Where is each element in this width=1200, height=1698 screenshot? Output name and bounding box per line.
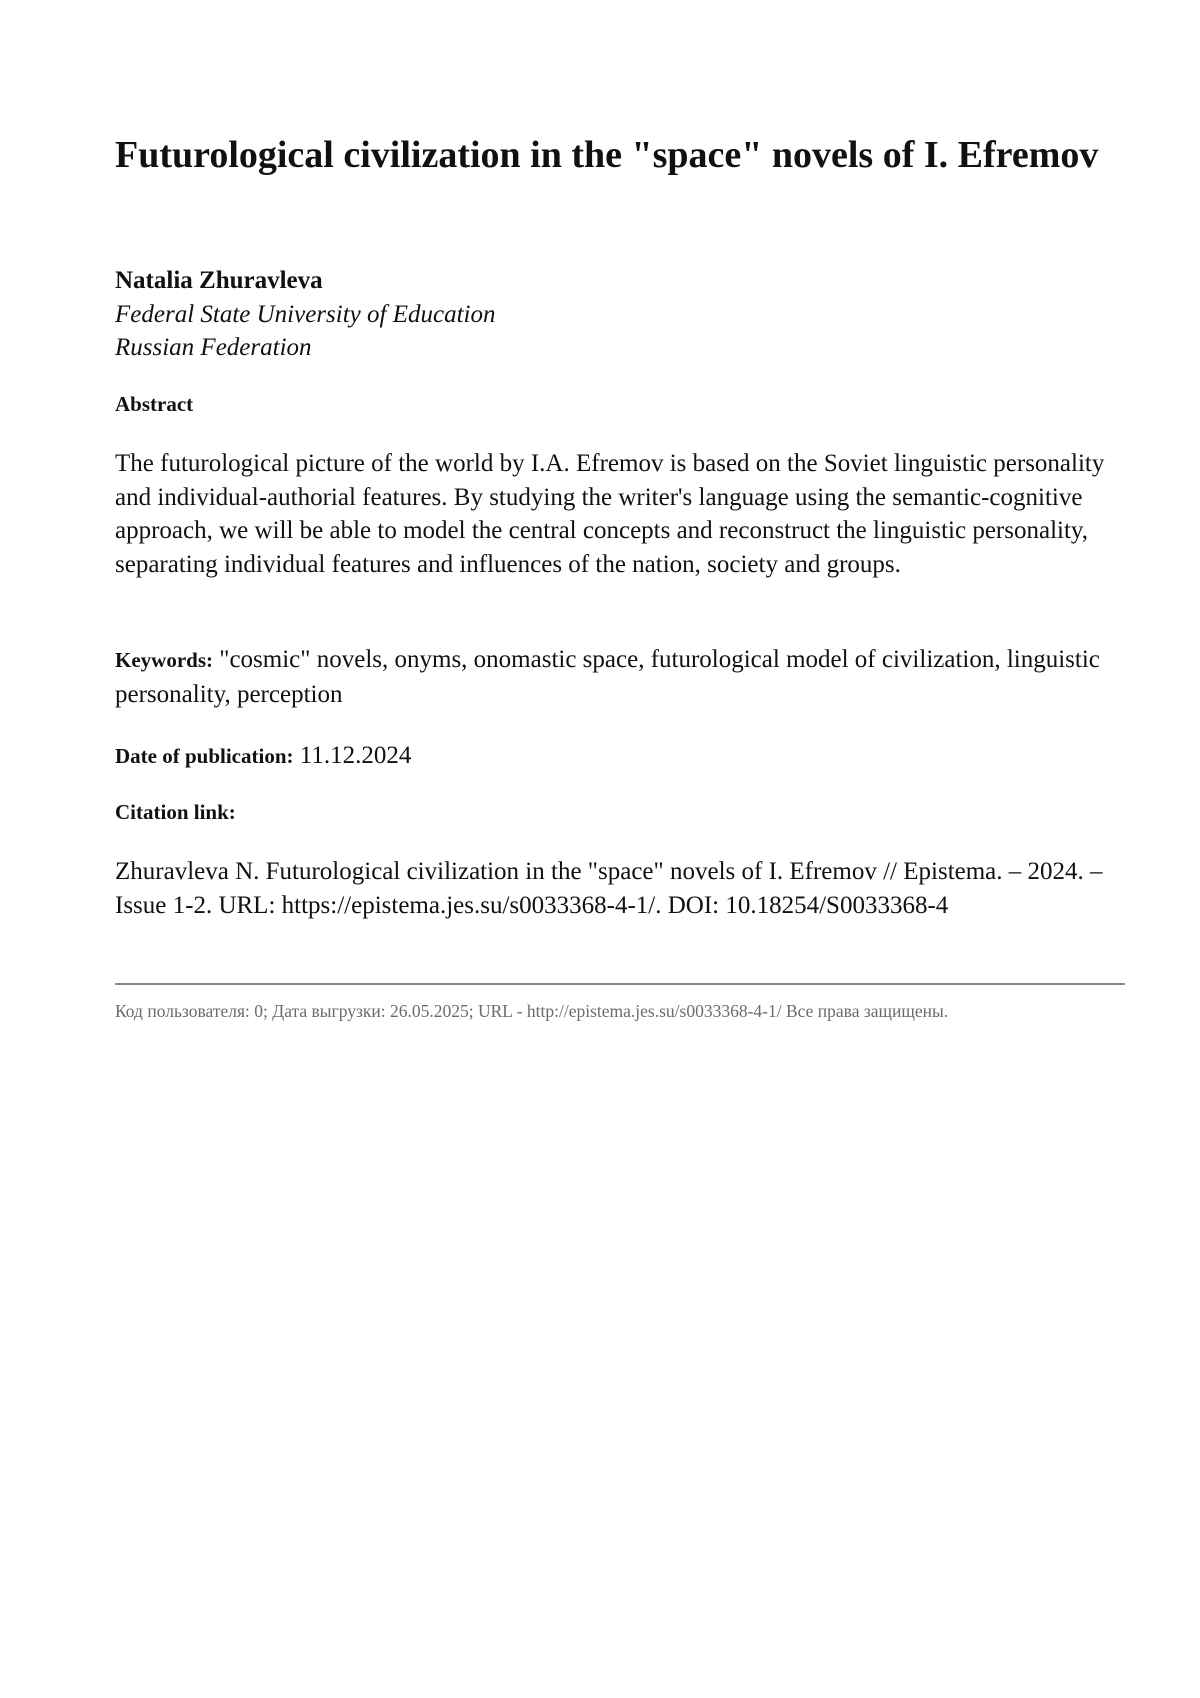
keywords-label: Keywords: — [115, 648, 213, 672]
citation-text: Zhuravleva N. Futurological civilization in the "space" novels of I. Efremov // Epistema. – 2024. – Issue 1-2. URL: https://epistema.jes.su/s0033368-4-1/. DOI: 10.18254/S0033368-4 — [115, 855, 1125, 922]
abstract-heading: Abstract — [115, 391, 193, 417]
publication-date-value: 11.12.2024 — [300, 742, 412, 769]
article-title: Futurological civilization in the "space" novels of I. Efremov — [115, 132, 1125, 178]
keywords-text: "cosmic" novels, onyms, onomastic space, futurological model of civilization, linguistic personality, perception — [115, 646, 1100, 708]
author-affiliation: Federal State University of Education — [115, 300, 495, 330]
publication-date-section — [115, 739, 411, 774]
keywords-section — [115, 643, 1125, 711]
author-name: Natalia Zhuravleva — [115, 266, 323, 296]
abstract-text: The futurological picture of the world by I.A. Efremov is based on the Soviet linguistic personality and individual-authorial features. By studying the writer's language using the semantic-cognitive approach, we will be able to model the central concepts and reconstruct the linguistic personality, separating individual features and influences of the nation, society and groups. — [115, 447, 1125, 581]
publication-date-label: Date of publication: — [115, 744, 294, 768]
citation-heading: Citation link: — [115, 799, 236, 825]
author-country: Russian Federation — [115, 333, 312, 363]
footer-text: Код пользователя: 0; Дата выгрузки: 26.05.2025; URL - http://epistema.jes.su/s0033368-4-1/ Все права защищены. — [115, 1000, 1125, 1022]
footer-divider — [115, 983, 1125, 985]
